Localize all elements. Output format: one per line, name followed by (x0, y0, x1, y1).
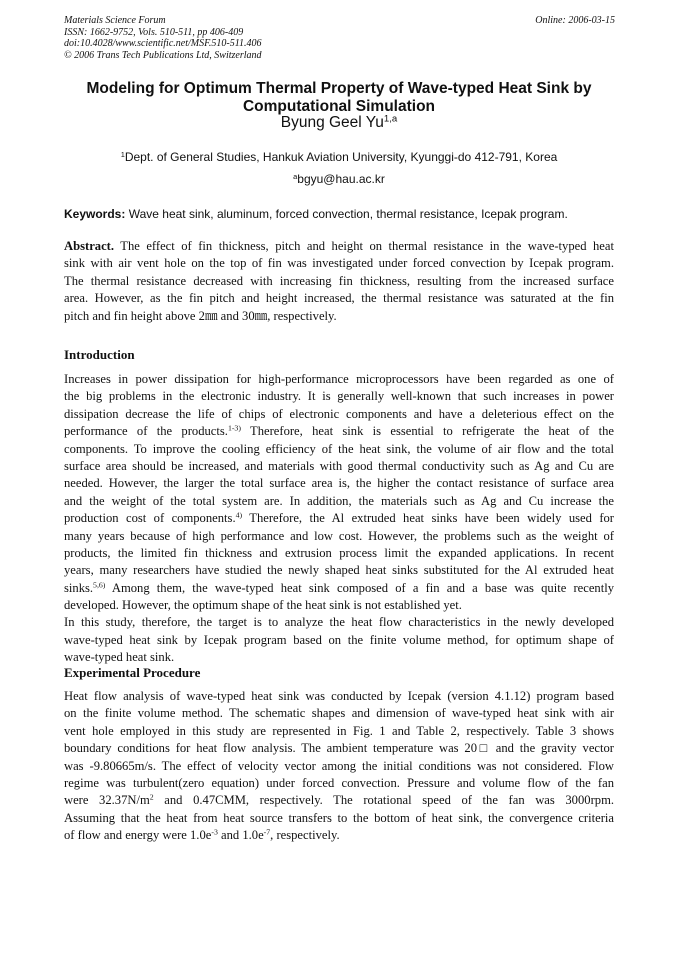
text-line (64, 290, 614, 307)
text-segment: performance of the products. (64, 424, 228, 439)
procedure-heading: Experimental Procedure (64, 665, 201, 680)
text-segment: and the weight of the total system are. In addition, the materials such as Ag and Cu increase the (64, 493, 614, 508)
text-line (64, 475, 614, 492)
text-segment: needed. However, the larger the total surface area is, the higher the contact resistance of surface area (64, 476, 614, 491)
text-line (64, 388, 614, 405)
introduction-heading: Introduction (64, 347, 135, 362)
citation-superscript: 2 (149, 793, 154, 803)
abstract (64, 238, 614, 325)
text-segment: In this study, therefore, the target is to analyze the heat flow characteristics in the newly developed (64, 615, 614, 630)
text-segment: of flow and energy were 1.0e (64, 828, 212, 843)
text-line (64, 632, 614, 649)
text-line (64, 705, 614, 722)
text-segment: Assuming that the heat from heat source transfers to the bottom of heat sink, the convergence criteria (64, 810, 614, 825)
author-name: Byung Geel Yu (280, 114, 384, 131)
text-line (64, 458, 614, 475)
procedure-body (64, 688, 614, 845)
text-line (64, 238, 614, 255)
email-sup: a (293, 171, 298, 181)
author (40, 114, 638, 132)
affiliation-text: Dept. of General Studies, Hankuk Aviation University, Kyunggi-do 412-791, Korea (124, 150, 558, 164)
text-line (64, 827, 614, 844)
text-line (64, 441, 614, 458)
text-line (64, 493, 614, 510)
text-segment: vent hole employed in this study are represented in Fig. 1 and Table 2, respectively. Table 3 shows (64, 723, 614, 738)
text-line (64, 528, 614, 545)
text-line (64, 614, 614, 631)
keywords (64, 207, 568, 221)
title-line-2: Computational Simulation (242, 98, 436, 115)
text-line (64, 580, 614, 597)
abstract-label: Abstract. (64, 239, 115, 253)
text-line (64, 308, 614, 325)
text-segment: products, the limited fin thickness and extrusion process limit the expanded applications. In recent (64, 545, 614, 560)
author-sup: 1,a (383, 113, 398, 125)
text-line (64, 792, 614, 809)
text-line (64, 255, 614, 272)
text-segment: the big problems in the electronic industry. It is generally well-known that such increases in power (64, 389, 614, 404)
text-segment: pitch and fin height above 2㎜ and 30㎜, respectively. (64, 308, 337, 323)
text-segment: Among them, the wave-typed heat sink composed of a fin and a base was quite recently (105, 580, 614, 595)
citation-superscript: 1-3) (227, 423, 241, 433)
affiliation-sup: 1 (120, 149, 125, 159)
text-segment: was -9.80665m/s. The effect of velocity vector among the initial conditions was not considered. Flow (64, 758, 614, 773)
text-line (64, 371, 614, 388)
citation-superscript: -7 (263, 827, 271, 837)
text-segment: many years because of high performance and low cost. However, the problems such as the weight of (64, 528, 614, 543)
text-segment: sink with air vent hole on the top of fin was investigated under forced convection by Icepak program. (64, 256, 614, 271)
citation-superscript: -3 (211, 827, 218, 837)
text-line (64, 723, 614, 740)
citation-superscript: 5,6) (93, 580, 106, 590)
text-line (64, 775, 614, 792)
text-segment: developed. However, the optimum shape of the heat sink is not established yet. (64, 598, 462, 613)
text-segment: sinks. (64, 580, 94, 595)
text-segment: Heat flow analysis of wave-typed heat sink was conducted by Icepak (version 4.1.12) program based (64, 689, 614, 703)
text-line (64, 597, 614, 614)
doi: doi:10.4028/www.scientific.net/MSF.510-511.406 (64, 38, 262, 49)
text-segment: Therefore, the Al extruded heat sinks have been widely used for (242, 511, 614, 526)
online-date: Online: 2006-03-15 (535, 15, 615, 26)
issn: ISSN: 1662-9752, Vols. 510-511, pp 406-409 (64, 26, 244, 38)
text-line (64, 273, 614, 290)
keywords-label: Keywords: (64, 207, 126, 221)
text-segment: The effect of fin thickness, pitch and height on thermal resistance in the wave-typed heat (114, 239, 614, 253)
text-segment: were 32.37N/m (64, 793, 150, 808)
text-segment: wave-typed heat sink by Icepak program based on the finite volume method, for optimum shape of (64, 632, 614, 647)
text-segment: wave-typed heat sink. (64, 650, 175, 665)
affiliation (40, 150, 638, 164)
text-segment: Increases in power dissipation for high-performance microprocessors have been regarded as one of (64, 372, 614, 386)
text-segment: and 1.0e (217, 828, 264, 843)
text-line (64, 510, 614, 527)
text-line (64, 740, 614, 757)
text-line (64, 688, 614, 705)
title-line-1: Modeling for Optimum Thermal Property of Wave-typed Heat Sink by (86, 80, 592, 97)
text-line (64, 406, 614, 423)
text-segment: dissipation decrease the life of chips of electronic components and have a deleterious effect on the (64, 406, 614, 421)
keywords-text: Wave heat sink, aluminum, forced convection, thermal resistance, Icepak program. (128, 207, 568, 221)
text-segment: surface area should be increased, and materials with good thermal conductivity such as Ag and Cu are (64, 458, 614, 473)
text-segment: and 0.47CMM, respectively. The rotational speed of the fan was 3000rpm. (153, 793, 615, 808)
text-segment: regime was turbulent(zero equation) under forced convection. Pressure and volume flow of the fan (64, 775, 614, 790)
introduction-body (64, 371, 614, 667)
paper-title (40, 80, 638, 116)
text-line (64, 810, 614, 827)
text-segment: boundary conditions for heat flow analysis. The ambient temperature was 20□ and the gravity vector (64, 741, 614, 756)
text-segment: , respectively. (270, 828, 340, 843)
journal-header (64, 15, 262, 61)
text-segment: years, many researchers have studied the newly shaped heat sinks substituted for the Al extruded heat (64, 563, 614, 578)
text-segment: production cost of components. (64, 511, 236, 526)
copyright: © 2006 Trans Tech Publications Ltd, Switzerland (64, 49, 262, 61)
text-segment: on the finite volume method. The schematic shapes and dimension of wave-typed heat sink with air (64, 706, 614, 721)
email-text[interactable]: bgyu@hau.ac.kr (297, 172, 385, 186)
text-segment: components. To improve the cooling efficiency of the heat sink, the volume of air flow and the total (64, 441, 614, 456)
text-line (64, 423, 614, 440)
email (40, 172, 638, 186)
text-line (64, 758, 614, 775)
text-segment: The thermal resistance decreased with increasing fin thickness, resulting from the increased surface (64, 273, 614, 288)
journal-name: Materials Science Forum (64, 15, 166, 26)
text-line (64, 545, 614, 562)
citation-superscript: 4) (235, 510, 243, 520)
text-segment: Therefore, heat sink is essential to refrigerate the heat of the (240, 424, 615, 439)
text-line (64, 562, 614, 579)
text-segment: area. However, as the fin pitch and height increased, the thermal resistance was saturated at the fin (64, 291, 614, 306)
